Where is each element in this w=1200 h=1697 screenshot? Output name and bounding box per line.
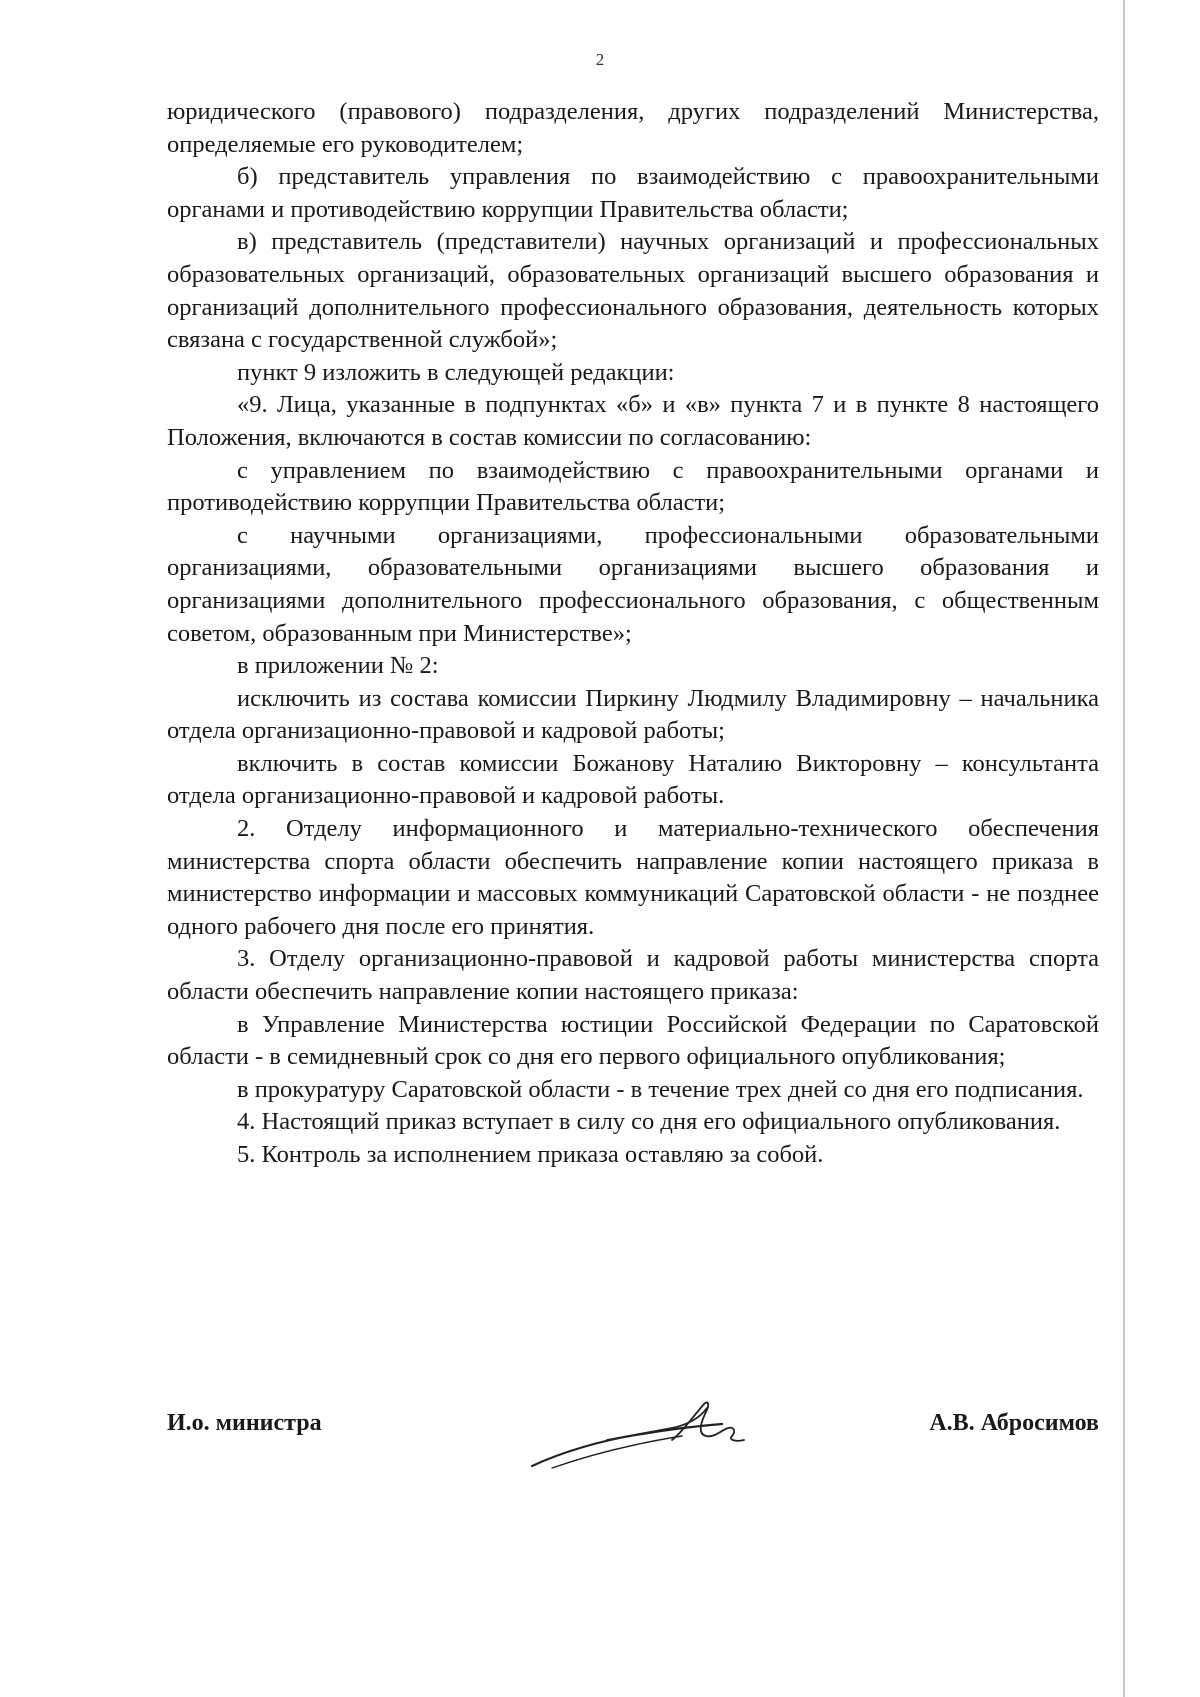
paragraph: с научными организациями, профессиональными образовательными организациями, образовательными организациями высшего образования и организациями дополнительного профессионального образования, с общественным советом, образованным при Министерстве»; <box>167 521 1099 647</box>
paragraph: с управлением по взаимодействию с правоохранительными органами и противодействию коррупции Правительства области; <box>167 456 1099 517</box>
paragraph: «9. Лица, указанные в подпунктах «б» и «в» пункта 7 и в пункте 8 настоящего Положения, включаются в состав комиссии по согласованию: <box>167 391 1099 451</box>
paragraph: юридического (правового) подразделения, других подразделений Министерства, определяемые его руководителем; <box>167 98 1099 158</box>
page-number: 2 <box>595 50 605 69</box>
paragraph: 5. Контроль за исполнением приказа оставляю за собой. <box>237 1141 824 1168</box>
paragraph: 4. Настоящий приказ вступает в силу со дня его официального опубликования. <box>237 1108 1061 1136</box>
paragraph: 3. Отделу организационно-правовой и кадровой работы министерства спорта области обеспечить направление копии настоящего приказа: <box>167 945 1099 1006</box>
paragraph: в) представитель (представители) научных организаций и профессиональных образовательных организаций, образовательных организаций высшего образования и организаций дополнительного профессионального образования, деятельность которых связана с государственной службой»; <box>167 228 1099 354</box>
signature-block <box>167 1398 1099 1518</box>
handwritten-signature <box>522 1388 782 1478</box>
scan-edge-line <box>1123 0 1125 1697</box>
paragraph: пункт 9 изложить в следующей редакции: <box>237 358 675 386</box>
signatory-position: И.о. министра <box>167 1410 322 1436</box>
paragraph: в Управление Министерства юстиции Российской Федерации по Саратовской области - в семидневный срок со дня его первого официального опубликования; <box>167 1010 1099 1071</box>
paragraph: исключить из состава комиссии Пиркину Людмилу Владимировну – начальника отдела организационно-правовой и кадровой работы; <box>167 684 1099 745</box>
document-body <box>167 96 1099 1172</box>
paragraph: 2. Отделу информационного и материально-технического обеспечения министерства спорта области обеспечить направление копии настоящего приказа в министерство информации и массовых коммуникаций Саратовской области - не позднее одного рабочего дня после его принятия. <box>167 815 1099 940</box>
paragraph: в приложении № 2: <box>237 652 439 680</box>
signatory-name: А.В. Абросимов <box>929 1410 1099 1436</box>
paragraph: включить в состав комиссии Божанову Наталию Викторовну – консультанта отдела организационно-правовой и кадровой работы. <box>167 749 1099 810</box>
paragraph: б) представитель управления по взаимодействию с правоохранительными органами и противодействию коррупции Правительства области; <box>167 163 1099 223</box>
paragraph: в прокуратуру Саратовской области - в течение трех дней со дня его подписания. <box>237 1075 1084 1103</box>
